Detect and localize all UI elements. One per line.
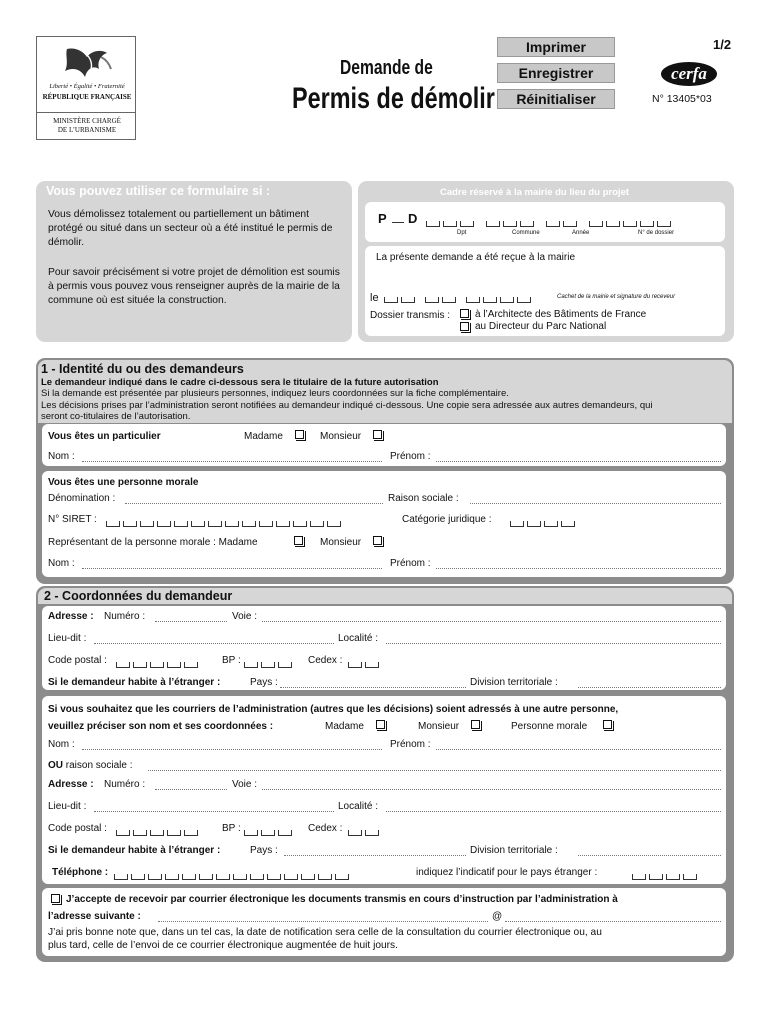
comb-cell[interactable] xyxy=(640,221,654,227)
comb-cell[interactable] xyxy=(426,221,440,227)
etranger-label: Si le demandeur habite à l’étranger : xyxy=(48,677,221,688)
comb-cell[interactable] xyxy=(327,521,341,527)
comb-cell[interactable] xyxy=(216,874,230,880)
indicatif-combs[interactable] xyxy=(632,869,697,880)
comb-cell[interactable] xyxy=(191,521,205,527)
autre-adresse-label: Adresse : xyxy=(48,779,94,790)
comb-cell[interactable] xyxy=(165,874,179,880)
email-user-field[interactable] xyxy=(158,921,488,922)
date-combs[interactable] xyxy=(384,292,531,303)
courriers-line2: veuillez préciser son nom et ses coordonnées : xyxy=(48,721,274,732)
comb-cell[interactable] xyxy=(133,830,147,836)
madame-checkbox[interactable] xyxy=(295,429,304,440)
mairie-title: Cadre réservé à la mairie du lieu du projet xyxy=(440,187,630,198)
localite-label: Localité : xyxy=(338,633,379,644)
cp-combs[interactable] xyxy=(116,657,198,668)
section-1-note-bold: Le demandeur indiqué dans le cadre ci-dessous sera le titulaire de la future autorisation xyxy=(41,377,439,388)
comb-cell[interactable] xyxy=(182,874,196,880)
autre-prenom-field[interactable] xyxy=(436,749,721,750)
autre-raison-field[interactable] xyxy=(148,770,721,771)
comb-cell[interactable] xyxy=(261,662,275,668)
categorie-combs[interactable] xyxy=(510,516,575,527)
raison-field[interactable] xyxy=(470,503,721,504)
comb-cell[interactable] xyxy=(123,521,137,527)
autre-bp-combs[interactable] xyxy=(244,825,292,836)
comb-cell[interactable] xyxy=(657,221,671,227)
autre-prenom-label: Prénom : xyxy=(390,739,431,750)
email-note2: plus tard, celle de l’envoi de ce courrier électronique augmentée de huit jours. xyxy=(48,940,398,951)
intro-panel xyxy=(36,181,352,342)
lieudit-label: Lieu-dit : xyxy=(48,633,87,644)
comb-cell[interactable] xyxy=(140,521,154,527)
bp-combs[interactable] xyxy=(244,657,292,668)
comb-cell[interactable] xyxy=(384,297,398,303)
comb-cell[interactable] xyxy=(293,521,307,527)
autre-numero-field[interactable] xyxy=(155,789,227,790)
representant-madame-checkbox[interactable] xyxy=(294,535,303,546)
autre-cp-label: Code postal : xyxy=(48,823,107,834)
comb-cell[interactable] xyxy=(486,221,500,227)
denomination-field[interactable] xyxy=(125,503,383,504)
reset-button[interactable]: Réinitialiser xyxy=(497,89,615,109)
parc-checkbox[interactable] xyxy=(460,321,469,332)
comb-cell[interactable] xyxy=(365,662,379,668)
email-note1: J’ai pris bonne note que, dans un tel cas, la date de notification sera celle de la consultation du courrier électronique ou, au xyxy=(48,927,602,938)
lbl-dpt: Dpt xyxy=(457,230,467,236)
autre-numero-label: Numéro : xyxy=(104,779,146,790)
pays-field[interactable] xyxy=(280,687,466,688)
comb-cell[interactable] xyxy=(401,297,415,303)
nom2-label: Nom : xyxy=(48,558,75,569)
autre-monsieur-label: Monsieur xyxy=(418,721,460,732)
cedex-combs[interactable] xyxy=(348,657,379,668)
section-2-title: 2 - Coordonnées du demandeur xyxy=(44,589,233,603)
page-title: Permis de démolir xyxy=(292,82,495,115)
comb-cell[interactable] xyxy=(261,830,275,836)
at-sign: @ xyxy=(492,911,503,922)
logo-divider xyxy=(37,112,135,113)
autre-division-field[interactable] xyxy=(578,855,721,856)
division-field[interactable] xyxy=(578,687,721,688)
comb-cell[interactable] xyxy=(483,297,497,303)
intro-p1: Vous démolissez totalement ou partiellement un bâtiment protégé ou situé dans un secteur où a été institué le permis de démolir. xyxy=(48,209,333,248)
comb-cell[interactable] xyxy=(242,521,256,527)
comb-cell[interactable] xyxy=(460,221,474,227)
autre-nom-field[interactable] xyxy=(82,749,382,750)
autre-cedex-label: Cedex : xyxy=(308,823,343,834)
cachet-label: Cachet de la mairie et signature du receveur xyxy=(557,294,676,300)
adresse-label: Adresse : xyxy=(48,611,94,622)
comb-cell[interactable] xyxy=(425,297,439,303)
comb-cell[interactable] xyxy=(310,521,324,527)
comb-cell[interactable] xyxy=(517,297,531,303)
lbl-dossier: N° de dossier xyxy=(638,230,675,236)
denomination-label: Dénomination : xyxy=(48,493,116,504)
comb-cell[interactable] xyxy=(544,521,558,527)
abf-label: à l’Architecte des Bâtiments de France xyxy=(475,309,647,320)
cedex-label: Cedex : xyxy=(308,655,343,666)
pd-combs[interactable] xyxy=(426,216,671,227)
comb-cell[interactable] xyxy=(167,830,181,836)
pd-p: P xyxy=(378,211,387,226)
section-1-title: 1 - Identité du ou des demandeurs xyxy=(41,362,244,376)
ou-label: OU xyxy=(48,760,63,771)
checkbox-icon[interactable] xyxy=(376,720,385,729)
lbl-annee: Année xyxy=(572,230,590,236)
pd-p-underline xyxy=(392,222,404,223)
intro-p2: Pour savoir précisément si votre projet de démolition est soumis à permis vous pouvez vous renseigner auprès de la mairie de la commune où est située la construction. xyxy=(48,267,340,306)
comb-cell[interactable] xyxy=(278,830,292,836)
comb-cell[interactable] xyxy=(546,221,560,227)
autre-pmorale-checkbox[interactable] xyxy=(603,719,612,730)
autre-pmorale-label: Personne morale xyxy=(511,721,588,732)
email-domain-field[interactable] xyxy=(505,921,721,922)
checkbox-icon[interactable] xyxy=(460,309,469,318)
division-label: Division territoriale : xyxy=(470,677,558,688)
voie-label: Voie : xyxy=(232,611,258,622)
comb-cell[interactable] xyxy=(365,830,379,836)
autre-pays-field[interactable] xyxy=(284,855,466,856)
courriers-line1: Si vous souhaitez que les courriers de l’administration (autres que les décisions) soient adressés à une autre personne, xyxy=(48,704,619,715)
parc-label: au Directeur du Parc National xyxy=(475,321,607,332)
autre-pays-label: Pays : xyxy=(250,845,278,856)
ministere xyxy=(41,117,133,135)
autre-voie-field[interactable] xyxy=(262,789,721,790)
comb-cell[interactable] xyxy=(527,521,541,527)
autre-cp-combs[interactable] xyxy=(116,825,198,836)
title-line1: Demande de xyxy=(340,57,433,79)
comb-cell[interactable] xyxy=(348,830,362,836)
pays-label: Pays : xyxy=(250,677,278,688)
autre-etranger-label: Si le demandeur habite à l’étranger : xyxy=(48,845,221,856)
pd-d: D xyxy=(408,211,418,226)
lbl-commune: Commune xyxy=(512,230,540,236)
comb-cell[interactable] xyxy=(666,874,680,880)
prenom2-label: Prénom : xyxy=(390,558,431,569)
prenom-label: Prénom : xyxy=(390,451,431,462)
autre-madame-checkbox[interactable] xyxy=(376,719,385,730)
recue-text: La présente demande a été reçue à la mairie xyxy=(376,252,576,263)
comb-cell[interactable] xyxy=(267,874,281,880)
checkbox-icon[interactable] xyxy=(295,430,304,439)
comb-cell[interactable] xyxy=(510,521,524,527)
cerfa-number: N° 13405*03 xyxy=(652,93,712,105)
checkbox-icon[interactable] xyxy=(373,536,382,545)
cerfa-logo: cerfa xyxy=(661,62,717,86)
voie-field[interactable] xyxy=(262,621,721,622)
checkbox-icon[interactable] xyxy=(471,720,480,729)
section-1-note2: Les décisions prises par l’administration seront notifiées au demandeur indiqué ci-dessous. Une copie sera adressée aux autres demandeurs, qui xyxy=(41,400,653,411)
siret-label: N° SIRET : xyxy=(48,514,97,525)
comb-cell[interactable] xyxy=(520,221,534,227)
section-1-note3: seront co-titulaires de l’autorisation. xyxy=(41,411,191,422)
comb-cell[interactable] xyxy=(114,874,128,880)
comb-cell[interactable] xyxy=(184,830,198,836)
comb-cell[interactable] xyxy=(116,830,130,836)
le-label: le xyxy=(370,292,379,304)
autre-lieudit-field[interactable] xyxy=(94,811,334,812)
madame-label: Madame xyxy=(244,431,283,442)
comb-cell[interactable] xyxy=(500,297,514,303)
autre-localite-label: Localité : xyxy=(338,801,379,812)
representant-monsieur-label: Monsieur xyxy=(320,537,362,548)
email-accepte: J’accepte de recevoir par courrier électronique les documents transmis en cours d’instruction par l’administration à xyxy=(66,894,618,905)
comb-cell[interactable] xyxy=(150,830,164,836)
comb-cell[interactable] xyxy=(244,662,258,668)
comb-cell[interactable] xyxy=(301,874,315,880)
comb-cell[interactable] xyxy=(131,874,145,880)
telephone-label: Téléphone : xyxy=(52,867,109,878)
comb-cell[interactable] xyxy=(606,221,620,227)
nom2-field[interactable] xyxy=(82,568,382,569)
page-number: 1/2 xyxy=(713,37,732,52)
comb-cell[interactable] xyxy=(563,221,577,227)
checkbox-icon[interactable] xyxy=(460,322,469,331)
comb-cell[interactable] xyxy=(208,521,222,527)
republique-logo xyxy=(36,36,136,140)
ministere-line2: DE L’URBANISME xyxy=(57,126,117,134)
comb-cell[interactable] xyxy=(443,221,457,227)
bp-label: BP : xyxy=(222,655,241,666)
comb-cell[interactable] xyxy=(276,521,290,527)
print-button[interactable]: Imprimer xyxy=(497,37,615,57)
intro-title: Vous pouvez utiliser ce formulaire si : xyxy=(46,184,271,198)
telephone-combs[interactable] xyxy=(114,869,349,880)
checkbox-icon[interactable] xyxy=(51,894,60,903)
monsieur-checkbox[interactable] xyxy=(373,429,382,440)
save-button[interactable]: Enregistrer xyxy=(497,63,615,83)
nom-field[interactable] xyxy=(82,461,382,462)
email-checkbox[interactable] xyxy=(51,893,60,904)
checkbox-icon[interactable] xyxy=(294,536,303,545)
representant-label: Représentant de la personne morale : Madame xyxy=(48,537,258,548)
autre-madame-label: Madame xyxy=(325,721,364,732)
abf-checkbox[interactable] xyxy=(460,308,469,319)
section-1-note1: Si la demande est présentée par plusieurs personnes, indiquez leurs coordonnées sur la fiche complémentaire. xyxy=(41,388,509,399)
comb-cell[interactable] xyxy=(623,221,637,227)
autre-nom-label: Nom : xyxy=(48,739,75,750)
comb-cell[interactable] xyxy=(318,874,332,880)
comb-cell[interactable] xyxy=(167,662,181,668)
comb-cell[interactable] xyxy=(244,830,258,836)
comb-cell[interactable] xyxy=(632,874,646,880)
localite-field[interactable] xyxy=(386,643,721,644)
numero-field[interactable] xyxy=(155,621,227,622)
ministere-line1: MINISTÈRE CHARGÉ xyxy=(53,117,121,125)
comb-cell[interactable] xyxy=(503,221,517,227)
raison-label: Raison sociale : xyxy=(388,493,459,504)
checkbox-icon[interactable] xyxy=(603,720,612,729)
adresse-suivante-label: l’adresse suivante : xyxy=(48,911,141,922)
comb-cell[interactable] xyxy=(561,521,575,527)
comb-cell[interactable] xyxy=(233,874,247,880)
comb-cell[interactable] xyxy=(649,874,663,880)
representant-monsieur-checkbox[interactable] xyxy=(373,535,382,546)
comb-cell[interactable] xyxy=(284,874,298,880)
comb-cell[interactable] xyxy=(157,521,171,527)
categorie-label: Catégorie juridique : xyxy=(402,514,492,525)
cp-label: Code postal : xyxy=(48,655,107,666)
numero-label: Numéro : xyxy=(104,611,146,622)
prenom2-field[interactable] xyxy=(436,568,721,569)
autre-monsieur-checkbox[interactable] xyxy=(471,719,480,730)
monsieur-label: Monsieur xyxy=(320,431,362,442)
comb-cell[interactable] xyxy=(133,662,147,668)
indicatif-label: indiquez l’indicatif pour le pays étranger : xyxy=(416,867,598,878)
comb-cell[interactable] xyxy=(116,662,130,668)
republique-francaise: RÉPUBLIQUE FRANÇAISE xyxy=(42,93,132,101)
comb-cell[interactable] xyxy=(335,874,349,880)
comb-cell[interactable] xyxy=(225,521,239,527)
comb-cell[interactable] xyxy=(106,521,120,527)
comb-cell[interactable] xyxy=(148,874,162,880)
comb-cell[interactable] xyxy=(683,874,697,880)
autre-lieudit-label: Lieu-dit : xyxy=(48,801,87,812)
autre-localite-field[interactable] xyxy=(386,811,721,812)
autre-bp-label: BP : xyxy=(222,823,241,834)
comb-cell[interactable] xyxy=(259,521,273,527)
comb-cell[interactable] xyxy=(199,874,213,880)
autre-cedex-combs[interactable] xyxy=(348,825,379,836)
autre-raison-label: raison sociale : xyxy=(65,760,133,771)
comb-cell[interactable] xyxy=(466,297,480,303)
transmis-label: Dossier transmis : xyxy=(370,310,451,321)
comb-cell[interactable] xyxy=(278,662,292,668)
siret-combs[interactable] xyxy=(106,516,341,527)
nom-label: Nom : xyxy=(48,451,75,462)
checkbox-icon[interactable] xyxy=(373,430,382,439)
lieudit-field[interactable] xyxy=(94,643,334,644)
marianne-emblem-icon xyxy=(57,45,115,81)
prenom-field[interactable] xyxy=(436,461,721,462)
morale-label: Vous êtes une personne morale xyxy=(48,477,199,488)
autre-voie-label: Voie : xyxy=(232,779,258,790)
comb-cell[interactable] xyxy=(348,662,362,668)
autre-division-label: Division territoriale : xyxy=(470,845,558,856)
particulier-label: Vous êtes un particulier xyxy=(48,431,161,442)
comb-cell[interactable] xyxy=(250,874,264,880)
comb-cell[interactable] xyxy=(184,662,198,668)
comb-cell[interactable] xyxy=(442,297,456,303)
comb-cell[interactable] xyxy=(150,662,164,668)
comb-cell[interactable] xyxy=(589,221,603,227)
motto: Liberté • Égalité • Fraternité xyxy=(49,83,125,90)
comb-cell[interactable] xyxy=(174,521,188,527)
